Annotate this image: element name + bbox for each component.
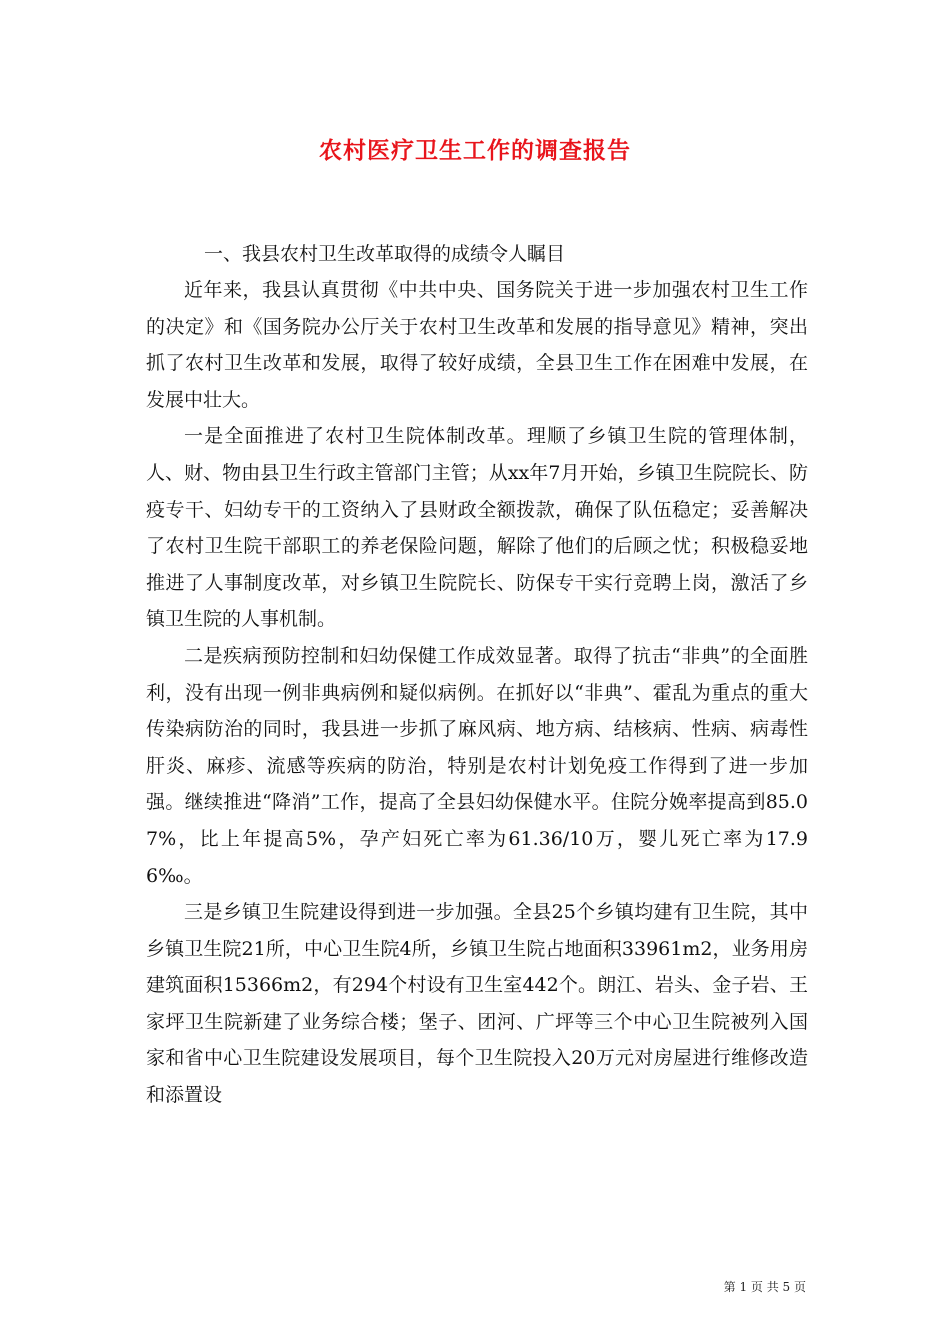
paragraph-point-three: 三是乡镇卫生院建设得到进一步加强。全县25个乡镇均建有卫生院，其中乡镇卫生院21所，中心卫生院4所，乡镇卫生院占地面积33961m2，业务用房建筑面积15366m2，有294个村设有卫生室442个。朗江、岩头、金子岩、王家坪卫生院新建了业务综合楼；堡子、团河、广坪等三个中心卫生院被列入国家和省中心卫生院建设发展项目，每个卫生院投入20万元对房屋进行维修改造和添置设 — [146, 901, 808, 1107]
paragraph-intro: 近年来，我县认真贯彻《中共中央、国务院关于进一步加强农村卫生工作的决定》和《国务院办公厅关于农村卫生改革和发展的指导意见》精神，突出抓了农村卫生改革和发展，取得了较好成绩，全县卫生工作在困难中发展，在发展中壮大。 — [146, 279, 808, 411]
paragraph-point-one: 一是全面推进了农村卫生院体制改革。理顺了乡镇卫生院的管理体制，人、财、物由县卫生行政主管部门主管；从xx年7月开始，乡镇卫生院院长、防疫专干、妇幼专干的工资纳入了县财政全额拨款，确保了队伍稳定；妥善解决了农村卫生院干部职工的养老保险问题，解除了他们的后顾之忧；积极稳妥地推进了人事制度改革，对乡镇卫生院院长、防保专干实行竞聘上岗，激活了乡镇卫生院的人事机制。 — [146, 425, 808, 631]
document-body — [146, 236, 808, 1114]
paragraph-point-two: 二是疾病预防控制和妇幼保健工作成效显著。取得了抗击“非典”的全面胜利，没有出现一例非典病例和疑似病例。在抓好以“非典”、霍乱为重点的重大传染病防治的同时，我县进一步抓了麻风病、地方病、结核病、性病、病毒性肝炎、麻疹、流感等疾病的防治，特别是农村计划免疫工作得到了进一步加强。继续推进“降消”工作，提高了全县妇幼保健水平。住院分娩率提高到85.07%，比上年提高5%，孕产妇死亡率为61.36/10万，婴儿死亡率为17.96‰。 — [146, 644, 808, 887]
document-title: 农村医疗卫生工作的调查报告 — [319, 137, 631, 164]
page-number: 第 1 页 共 5 页 — [723, 1280, 806, 1294]
section-heading: 一、我县农村卫生改革取得的成绩令人瞩目 — [204, 243, 566, 265]
